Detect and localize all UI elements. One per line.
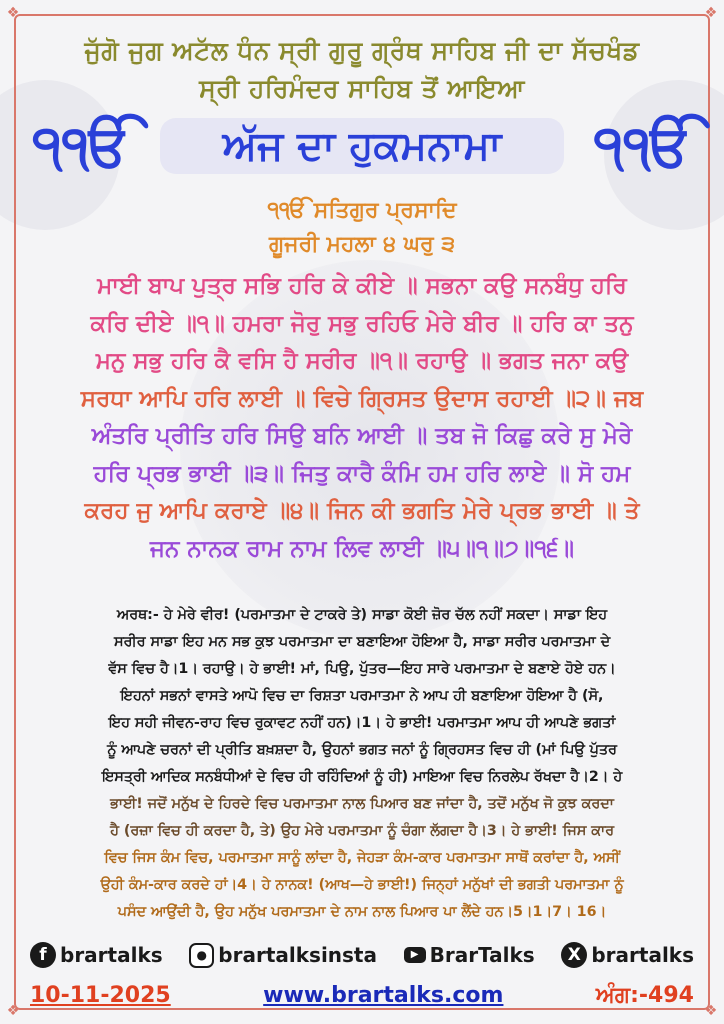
shabad [30, 268, 694, 568]
arth-line: ਭਾਈ! ਜਦੋਂ ਮਨੁੱਖ ਦੇ ਹਿਰਦੇ ਵਿਚ ਪਰਮਾਤਮਾ ਨਾਲ ਪਿਆਰ ਬਣ ਜਾਂਦਾ ਹੈ, ਤਦੋਂ ਮਨੁੱਖ ਜੋ ਕੁਝ ਕਰਦਾ [110, 796, 614, 812]
arth-line: ਨੂੰ ਆਪਣੇ ਚਰਨਾਂ ਦੀ ਪ੍ਰੀਤਿ ਬਖ਼ਸ਼ਦਾ ਹੈ, ਉਹਨਾਂ ਭਗਤ ਜਨਾਂ ਨੂੰ ਗ੍ਰਿਹਸਤ ਵਿਚ ਹੀ (ਮਾਂ ਪਿਉ ਪੁੱਤਰ [107, 742, 617, 758]
header-line-1: ਜੁੱਗੋ ਜੁਗ ਅਟੱਲ ਧੰਨ ਸ੍ਰੀ ਗੁਰੂ ਗ੍ਰੰਥ ਸਾਹਿਬ ਜੀ ਦਾ ਸੱਚਖੰਡ [84, 36, 640, 65]
arth-line: ਇਹਨਾਂ ਸਭਨਾਂ ਵਾਸਤੇ ਆਪੋ ਵਿਚ ਦਾ ਰਿਸ਼ਤਾ ਪਰਮਾਤਮਾ ਨੇ ਆਪ ਹੀ ਬਣਾਇਆ ਹੋਇਆ ਹੈ (ਸੋ, [120, 688, 604, 704]
shabad-line: ਕਰਹ ਜੁ ਆਪਿ ਕਰਾਏ ॥੪॥ ਜਿਨ ਕੀ ਭਗਤਿ ਮੇਰੇ ਪ੍ਰਭ ਭਾਈ ॥ ਤੇ [84, 498, 640, 524]
corner-ornament-icon: ❖ [704, 1003, 718, 1019]
corner-ornament-icon: ❖ [704, 5, 718, 21]
arth-line: ਵੱਸ ਵਿਚ ਹੈ।1। ਰਹਾਉ। ਹੇ ਭਾਈ! ਮਾਂ, ਪਿਉ, ਪੁੱਤਰ—ਇਹ ਸਾਰੇ ਪਰਮਾਤਮਾ ਦੇ ਬਣਾਏ ਹੋਏ ਹਨ। [108, 661, 616, 677]
instagram-icon: ● [189, 943, 214, 968]
page-title: ਅੱਜ ਦਾ ਹੁਕਮਨਾਮਾ [160, 118, 564, 174]
youtube-link[interactable] [404, 943, 535, 967]
x-link[interactable] [561, 942, 694, 968]
shabad-line: ਜਨ ਨਾਨਕ ਰਾਮ ਨਾਮ ਲਿਵ ਲਾਈ ॥੫॥੧॥੭॥੧੬॥ [150, 535, 574, 562]
arth-line: ਸਰੀਰ ਸਾਡਾ ਇਹ ਮਨ ਸਭ ਕੁਝ ਪਰਮਾਤਮਾ ਦਾ ਬਣਾਇਆ ਹੋਇਆ ਹੈ, ਸਾਡਾ ਸਰੀਰ ਪਰਮਾਤਮਾ ਦੇ [113, 634, 611, 650]
shabad-line: ਹਰਿ ਪ੍ਰਭ ਭਾਈ ॥੩॥ ਜਿਤੁ ਕਾਰੈ ਕੰਮਿ ਹਮ ਹਰਿ ਲਾਏ ॥ ਸੋ ਹਮ [93, 460, 631, 487]
instagram-handle: brartalksinsta [218, 943, 377, 967]
instagram-link[interactable] [189, 943, 377, 968]
title-row [0, 112, 724, 182]
arth-line: ਅਰਥ:- ਹੇ ਮੇਰੇ ਵੀਰ! (ਪਰਮਾਤਮਾ ਦੇ ਟਾਕਰੇ ਤੇ) ਸਾਡਾ ਕੋਈ ਜ਼ੋਰ ਚੱਲ ਨਹੀਂ ਸਕਦਾ। ਸਾਡਾ ਇਹ [116, 607, 608, 623]
arth-line: ਪਸੰਦ ਆਉਂਦੀ ਹੈ, ਉਹ ਮਨੁੱਖ ਪਰਮਾਤਮਾ ਦੇ ਨਾਮ ਨਾਲ ਪਿਆਰ ਪਾ ਲੈਂਦੇ ਹਨ।5।1।7। 16। [117, 904, 607, 920]
website-link[interactable]: www.brartalks.com [263, 982, 504, 1008]
youtube-handle: BrarTalks [429, 943, 535, 967]
ek-onkar-right: ੧ੴ [593, 114, 692, 179]
raag-heading: ਗੂਜਰੀ ਮਹਲਾ ੪ ਘਰੁ ੩ [268, 232, 456, 257]
shabad-line: ਮਾਈ ਬਾਪ ਪੁਤ੍ਰ ਸਭਿ ਹਰਿ ਕੇ ਕੀਏ ॥ ਸਭਨਾ ਕਉ ਸਨਬੰਧੁ ਹਰਿ [97, 273, 627, 299]
shabad-line: ਕਰਿ ਦੀਏ ॥੧॥ ਹਮਰਾ ਜੋਰੁ ਸਭੁ ਰਹਿਓ ਮੇਰੇ ਬੀਰ ॥ ਹਰਿ ਕਾ ਤਨੁ [90, 310, 634, 337]
header [0, 32, 724, 108]
date: 10-11-2025 [30, 982, 171, 1008]
shabad-line: ਸਰਧਾ ਆਪਿ ਹਰਿ ਲਾਈ ॥ ਵਿਚੇ ਗ੍ਰਿਸਤ ਉਦਾਸ ਰਹਾਈ ॥੨॥ ਜਬ [80, 385, 644, 412]
facebook-icon: f [30, 942, 56, 968]
ek-onkar-left: ੧ੴ [32, 114, 131, 179]
mool-mantar: ੧ੴ ਸਤਿਗੁਰ ਪ੍ਰਸਾਦਿ [267, 198, 457, 223]
facebook-link[interactable] [30, 942, 163, 968]
youtube-icon: ▶ [404, 947, 426, 963]
arth-line: ਇਹ ਸਹੀ ਜੀਵਨ-ਰਾਹ ਵਿਚ ਰੁਕਾਵਟ ਨਹੀਂ ਹਨ)।1। ਹੇ ਭਾਈ! ਪਰਮਾਤਮਾ ਆਪ ਹੀ ਆਪਣੇ ਭਗਤਾਂ [108, 715, 616, 731]
arth-line: ਹੈ (ਰਜ਼ਾ ਵਿਚ ਹੀ ਕਰਦਾ ਹੈ, ਤੇ) ਉਹ ਮੇਰੇ ਪਰਮਾਤਮਾ ਨੂੰ ਚੰਗਾ ਲੱਗਦਾ ਹੈ।3। ਹੇ ਭਾਈ! ਜਿਸ ਕਾਰ [110, 823, 614, 839]
arth-translation [34, 602, 690, 926]
arth-line: ਇਸਤ੍ਰੀ ਆਦਿਕ ਸਨਬੰਧੀਆਂ ਦੇ ਵਿਚ ਹੀ ਰਹਿੰਦਿਆਂ ਨੂੰ ਹੀ) ਮਾਇਆ ਵਿਚ ਨਿਰਲੇਪ ਰੱਖਦਾ ਹੈ।2। ਹੇ [101, 769, 623, 785]
x-handle: brartalks [591, 943, 694, 967]
corner-ornament-icon: ❖ [6, 5, 20, 21]
arth-line: ਵਿਚ ਜਿਸ ਕੰਮ ਵਿਚ, ਪਰਮਾਤਮਾ ਸਾਨੂੰ ਲਾਂਦਾ ਹੈ, ਜੇਹੜਾ ਕੰਮ-ਕਾਰ ਪਰਮਾਤਮਾ ਸਾਥੋਂ ਕਰਾਂਦਾ ਹੈ, ਅਸੀਂ [104, 850, 620, 866]
shabad-line: ਅੰਤਰਿ ਪ੍ਰੀਤਿ ਹਰਿ ਸਿਉ ਬਨਿ ਆਈ ॥ ਤਬ ਜੋ ਕਿਛੁ ਕਰੇ ਸੁ ਮੇਰੇ [91, 423, 633, 449]
shabad-line: ਮਨੁ ਸਭੁ ਹਰਿ ਕੈ ਵਸਿ ਹੈ ਸਰੀਰ ॥੧॥ ਰਹਾਉ ॥ ਭਗਤ ਜਨਾ ਕਉ [95, 348, 629, 374]
ang-number: ਅੰਗ:-494 [595, 982, 694, 1008]
header-line-2: ਸ੍ਰੀ ਹਰਿਮੰਦਰ ਸਾਹਿਬ ਤੋਂ ਆਇਆ [199, 74, 525, 103]
footer [30, 978, 694, 1012]
arth-line: ਉਹੀ ਕੰਮ-ਕਾਰ ਕਰਦੇ ਹਾਂ।4। ਹੇ ਨਾਨਕ! (ਆਖ—ਹੇ ਭਾਈ!) ਜਿਨ੍ਹਾਂ ਮਨੁੱਖਾਂ ਦੀ ਭਗਤੀ ਪਰਮਾਤਮਾ ਨੂੰ [100, 877, 624, 893]
corner-ornament-icon: ❖ [6, 1003, 20, 1019]
x-icon: X [561, 942, 587, 968]
social-bar [30, 938, 694, 972]
facebook-handle: brartalks [60, 943, 163, 967]
